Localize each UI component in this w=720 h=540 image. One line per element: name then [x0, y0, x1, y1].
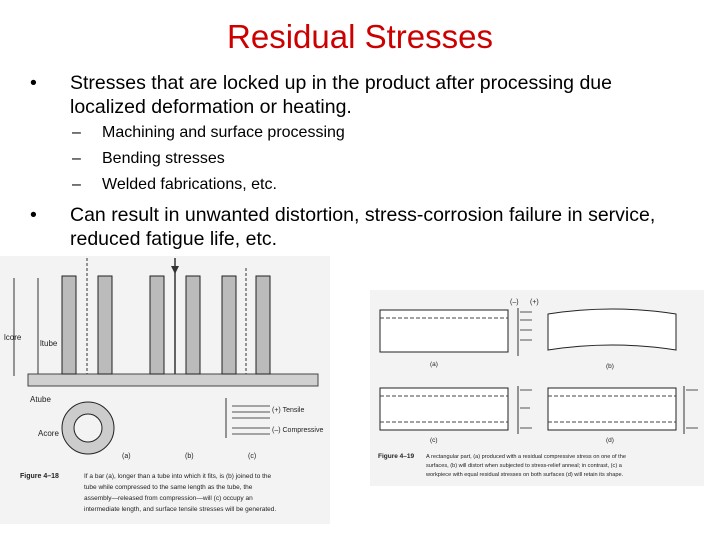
- ground-base: [28, 374, 318, 386]
- lcore-label: lcore: [4, 333, 22, 342]
- sign-minus-label: (–): [510, 299, 519, 306]
- figure-4-18-caption-line: assembly—released from compression—will (c) occupy an: [84, 495, 253, 502]
- tensile-legend: (+) Tensile: [272, 407, 305, 414]
- panel-a-label: (a): [122, 453, 131, 460]
- figure-4-18-caption-line: intermediate length, and surface tensile stresses will be generated.: [84, 506, 277, 513]
- compressive-legend: (–) Compressive: [272, 427, 324, 434]
- sub-bullet-marker: –: [72, 176, 81, 193]
- figure-4-19-drawing: [370, 290, 704, 486]
- part-d: [548, 388, 676, 430]
- figure-4-19-caption-line: surfaces, (b) will distort when subjected to stress-relief anneal; in contrast, (c) a: [426, 463, 622, 469]
- bullet-marker: •: [30, 72, 37, 94]
- bullet-marker: •: [30, 204, 37, 226]
- bullet-text: Can result in unwanted distortion, stress-corrosion failure in service, reduced fatigue life, etc.: [70, 204, 656, 250]
- part-c: [380, 388, 508, 430]
- atube-label: Atube: [30, 395, 51, 404]
- sub-bullet-text: Welded fabrications, etc.: [102, 176, 277, 193]
- acore-label: Acore: [38, 429, 59, 438]
- figure-4-19: [370, 290, 704, 486]
- figure-4-18-caption-line: If a bar (a), longer than a tube into which it fits, is (b) joined to the: [84, 473, 272, 480]
- sub-bullet-text: Machining and surface processing: [102, 124, 345, 141]
- figure-4-18-drawing: [0, 256, 330, 524]
- panel-a-label: (a): [430, 361, 438, 368]
- panel-b-label: (b): [606, 363, 614, 370]
- ltube-label: ltube: [40, 339, 58, 348]
- sub-bullet-marker: –: [72, 150, 81, 167]
- tube-b-right-wall: [186, 276, 200, 374]
- part-a: [380, 310, 508, 352]
- tube-a-left-wall: [62, 276, 76, 374]
- panel-d-label: (d): [606, 437, 614, 444]
- figure-4-19-caption-line: workpiece with equal residual stresses on both surfaces (d) will retain its shape.: [426, 472, 624, 478]
- figure-4-18: [0, 256, 330, 524]
- panel-c-label: (c): [430, 437, 438, 444]
- tube-a-right-wall: [98, 276, 112, 374]
- sub-bullet-text: Bending stresses: [102, 150, 225, 167]
- sign-plus-label: (+): [530, 299, 539, 306]
- slide-title: Residual Stresses: [227, 18, 493, 55]
- panel-c-label: (c): [248, 453, 257, 460]
- figure-4-18-caption-label: Figure 4–18: [20, 473, 59, 480]
- tube-c-right-wall: [256, 276, 270, 374]
- tube-c-left-wall: [222, 276, 236, 374]
- tube-b-left-wall: [150, 276, 164, 374]
- figure-4-18-caption-line: tube while compressed to the same length as the tube, the: [84, 484, 253, 491]
- bullet-text: Stresses that are locked up in the product after processing due localized deformation or heating.: [70, 72, 612, 118]
- sub-bullet-marker: –: [72, 124, 81, 141]
- panel-b-label: (b): [185, 453, 194, 460]
- cross-section-inner: [74, 414, 102, 442]
- figure-4-19-caption-label: Figure 4–19: [378, 453, 415, 460]
- figure-4-19-caption-line: A rectangular part, (a) produced with a residual compressive stress on one of the: [426, 454, 626, 460]
- part-b: [548, 309, 676, 350]
